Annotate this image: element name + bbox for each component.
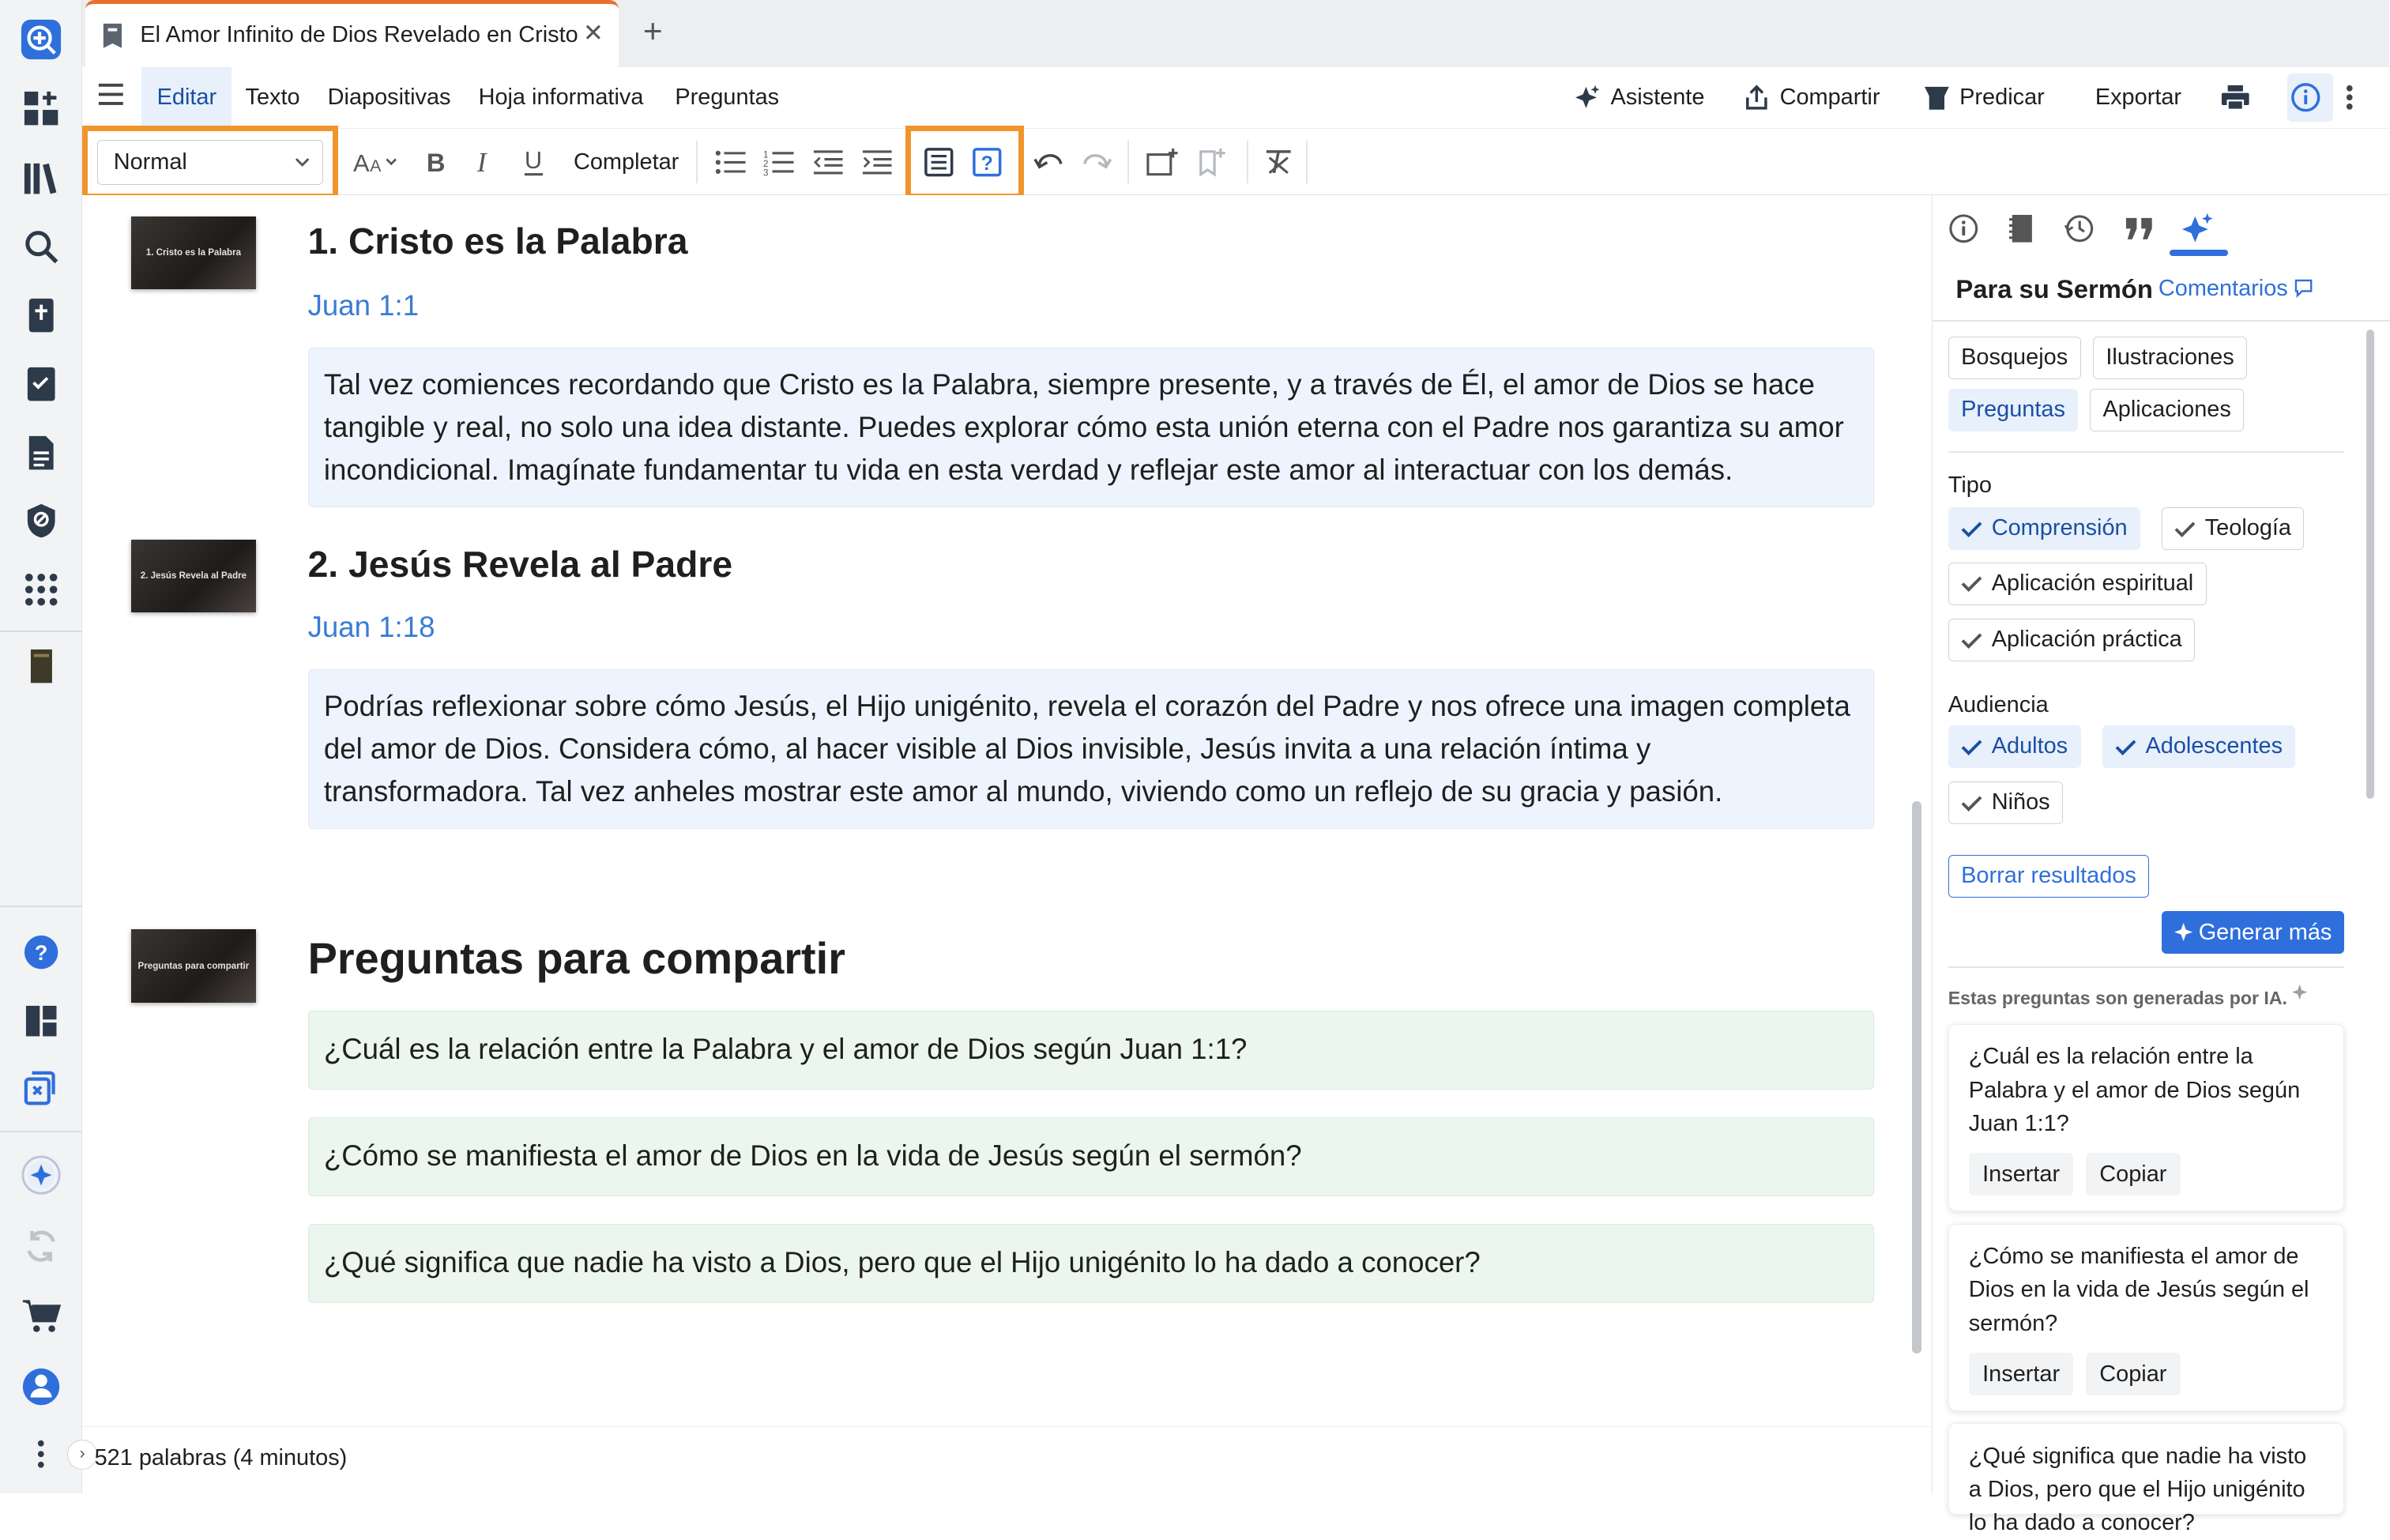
type-comprension[interactable] — [1948, 507, 2140, 550]
slide-thumbnail-label: Preguntas para compartir — [137, 961, 250, 971]
word-count: 521 palabras (4 minutos) — [94, 1445, 348, 1471]
question-block[interactable]: ¿Qué significa que nadie ha visto a Dios, pero que el Hijo unigénito lo ha dado a conocer? — [308, 1224, 1875, 1303]
toolbar-divider — [696, 141, 698, 183]
type-label-teologia: Teología — [2204, 515, 2292, 541]
sparkle-icon — [2174, 923, 2192, 941]
questions-heading[interactable]: Preguntas para compartir — [307, 933, 845, 984]
close-tab-icon[interactable]: ✕ — [582, 19, 604, 47]
question-card — [1948, 1224, 2344, 1411]
indent-icon[interactable] — [856, 129, 896, 196]
tab-title: El Amor Infinito de Dios Revelado en Cristo — [140, 22, 578, 48]
reading-plan-icon[interactable] — [20, 363, 62, 405]
toolbar-divider — [1306, 141, 1308, 183]
audience-label: Audiencia — [1948, 691, 2049, 717]
slide-thumbnail[interactable] — [131, 217, 256, 290]
question-card — [1948, 1024, 2344, 1211]
document-icon[interactable] — [20, 431, 62, 474]
type-aplicacion-espiritual[interactable] — [1948, 563, 2207, 605]
highlight-box-style — [82, 126, 338, 199]
sync-icon[interactable] — [20, 1226, 62, 1268]
sermon-assistant-panel — [1932, 195, 2389, 1536]
rail-divider — [0, 631, 82, 632]
panel-divider — [1933, 320, 2390, 322]
svg-text:A: A — [353, 149, 370, 177]
menu-texto[interactable]: Texto — [245, 84, 300, 110]
more-vertical-icon[interactable] — [20, 1433, 62, 1475]
style-select-value: Normal — [113, 149, 187, 175]
clear-formatting-icon[interactable] — [1255, 129, 1301, 196]
check-icon — [1961, 631, 1982, 650]
type-label-comprension: Comprensión — [1991, 515, 2128, 541]
add-bookmark-icon[interactable] — [1188, 129, 1234, 196]
question-card-text: ¿Qué significa que nadie ha visto a Dios, pero que el Hijo unigénito lo ha dado a conocer? — [1968, 1443, 2307, 1536]
cart-icon[interactable] — [20, 1295, 62, 1338]
generate-more-button[interactable] — [2162, 911, 2344, 954]
underline-icon[interactable] — [515, 129, 551, 196]
comments-link-label: Comentarios — [2158, 276, 2288, 302]
panel-divider — [1948, 451, 2344, 453]
export-label: Exportar — [2095, 84, 2182, 110]
svg-text:I: I — [476, 146, 487, 178]
redo-icon[interactable] — [1076, 129, 1119, 196]
svg-text:A: A — [370, 156, 382, 175]
expand-chevron-icon[interactable]: › — [67, 1440, 98, 1470]
insert-button[interactable]: Insertar — [1969, 1153, 2074, 1195]
section-heading[interactable]: 1. Cristo es la Palabra — [307, 220, 688, 262]
document-tab[interactable] — [85, 0, 619, 67]
menu-diapositivas[interactable]: Diapositivas — [327, 84, 451, 110]
toolbar-divider — [1247, 141, 1248, 183]
more-options-icon[interactable] — [2345, 67, 2363, 128]
scripture-reference-link[interactable]: Juan 1:1 — [307, 289, 420, 322]
add-slide-icon[interactable] — [1140, 129, 1186, 196]
category-bosquejos[interactable]: Bosquejos — [1948, 337, 2081, 379]
section-heading[interactable]: 2. Jesús Revela al Padre — [307, 543, 733, 585]
category-preguntas[interactable]: Preguntas — [1948, 389, 2079, 431]
formatting-toolbar — [82, 128, 2389, 195]
quote-tab-icon[interactable] — [2119, 207, 2162, 250]
question-block[interactable]: ¿Cómo se manifiesta el amor de Dios en la vida de Jesús según el sermón? — [308, 1117, 1875, 1196]
panel-scrollbar[interactable] — [2366, 329, 2374, 799]
share-label: Compartir — [1779, 84, 1880, 110]
type-teologia[interactable] — [2162, 507, 2305, 550]
check-icon — [1961, 574, 1982, 593]
podium-icon — [1923, 84, 1951, 111]
bold-icon[interactable] — [417, 129, 454, 196]
status-bar — [79, 1426, 1932, 1493]
svg-text:?: ? — [981, 152, 994, 175]
bulleted-list-icon[interactable] — [710, 129, 750, 196]
svg-text:3: 3 — [763, 168, 769, 179]
menu-editar[interactable]: Editar — [141, 67, 231, 128]
layout-icon[interactable] — [20, 1000, 62, 1042]
sermon-document-icon — [100, 22, 125, 50]
complete-button[interactable]: Completar — [573, 149, 679, 175]
generate-more-label: Generar más — [2198, 920, 2332, 946]
font-size-icon[interactable] — [351, 129, 405, 196]
history-tab-icon[interactable] — [2058, 207, 2101, 250]
numbered-list-icon[interactable] — [758, 129, 798, 196]
info-tab-icon[interactable] — [1942, 207, 1985, 250]
shield-icon[interactable] — [20, 500, 62, 543]
section-paragraph[interactable]: Tal vez comiences recordando que Cristo es la Palabra, siempre presente, y a través de Él, el amor de Dios se hace tangible y real, no solo una idea distante. Puedes explorar cómo esta unión eterna con el Padre nos garantiza su amor incondicional. Imagínate fundamentar tu vida en esta verdad y reflejar este amor al interactuar con los demás. — [308, 348, 1875, 508]
left-rail — [0, 0, 82, 1493]
svg-text:B: B — [426, 147, 446, 177]
editor-scrollbar[interactable] — [1912, 801, 1921, 1353]
type-label-aplicacion-practica: Aplicación práctica — [1991, 627, 2182, 652]
panel-divider — [1948, 966, 2344, 968]
svg-text:1: 1 — [763, 150, 769, 160]
help-icon[interactable] — [20, 931, 62, 973]
notebook-tab-icon[interactable] — [2000, 207, 2042, 250]
slide-thumbnail-label: 2. Jesús Revela al Padre — [140, 571, 247, 581]
audience-label-adolescentes: Adolescentes — [2145, 733, 2283, 759]
category-ilustraciones[interactable]: Ilustraciones — [2093, 337, 2247, 379]
insert-button[interactable]: Insertar — [1969, 1353, 2074, 1395]
audience-label-ninos: Niños — [1991, 789, 2050, 815]
assistant-button[interactable] — [1574, 67, 1704, 128]
audience-ninos[interactable] — [1948, 781, 2063, 824]
comment-icon — [2294, 279, 2313, 297]
comments-link[interactable] — [2159, 276, 2313, 302]
info-icon[interactable] — [2287, 73, 2333, 122]
close-panels-icon[interactable] — [20, 1067, 62, 1109]
panel-title: Para su Sermón — [1955, 274, 2153, 304]
type-aplicacion-practica[interactable] — [1948, 619, 2195, 661]
copy-button[interactable]: Copiar — [2086, 1353, 2181, 1395]
svg-text:U: U — [524, 146, 542, 175]
question-card-text: ¿Cómo se manifiesta el amor de Dios en la vida de Jesús según el sermón? — [1968, 1243, 2309, 1336]
assistant-label: Asistente — [1610, 84, 1705, 110]
clear-results-button[interactable]: Borrar resultados — [1948, 855, 2150, 898]
check-icon — [1961, 794, 1982, 812]
book-cover-icon[interactable] — [20, 645, 62, 687]
account-icon[interactable] — [20, 1365, 62, 1408]
search-icon[interactable] — [20, 225, 62, 268]
outdent-icon[interactable] — [807, 129, 847, 196]
italic-icon[interactable] — [466, 129, 502, 196]
preach-label: Predicar — [1959, 84, 2045, 110]
audience-label-adultos: Adultos — [1991, 733, 2068, 759]
export-button[interactable] — [2095, 67, 2181, 128]
question-block[interactable]: ¿Cuál es la relación entre la Palabra y el amor de Dios según Juan 1:1? — [308, 1011, 1875, 1090]
check-icon — [2174, 520, 2196, 538]
type-label: Tipo — [1948, 472, 1992, 498]
highlight-box-insert — [905, 126, 1024, 199]
svg-text:2: 2 — [763, 160, 769, 170]
slide-thumbnail-label: 1. Cristo es la Palabra — [145, 248, 241, 258]
svg-text:?: ? — [34, 941, 48, 966]
menu-hoja-informativa[interactable]: Hoja informativa — [478, 84, 644, 110]
category-aplicaciones[interactable]: Aplicaciones — [2090, 389, 2244, 431]
tab-bar — [82, 0, 2389, 67]
ai-sparkle-icon[interactable] — [20, 1154, 62, 1196]
undo-icon[interactable] — [1027, 129, 1070, 196]
check-icon — [2115, 738, 2136, 756]
ai-generated-note — [1948, 983, 2311, 1009]
share-button[interactable] — [1743, 67, 1880, 128]
question-card-text: ¿Cuál es la relación entre la Palabra y el amor de Dios según Juan 1:1? — [1968, 1044, 2301, 1137]
check-icon — [1961, 520, 1982, 538]
menu-preguntas[interactable]: Preguntas — [675, 84, 780, 110]
share-icon — [1743, 84, 1771, 111]
check-icon — [1961, 738, 1982, 756]
print-icon[interactable] — [2220, 67, 2260, 128]
bible-icon[interactable] — [20, 294, 62, 337]
ai-sermon-tab-icon[interactable] — [2177, 207, 2219, 250]
toolbar-divider — [1127, 141, 1129, 183]
library-icon[interactable] — [20, 157, 62, 200]
audience-adolescentes[interactable] — [2102, 725, 2296, 768]
logos-home-icon[interactable] — [20, 18, 62, 61]
dashboard-icon[interactable] — [20, 87, 62, 130]
audience-adultos[interactable] — [1948, 725, 2081, 768]
active-tab-indicator — [2170, 250, 2227, 256]
sparkle-icon — [1574, 84, 1601, 111]
slide-thumbnail[interactable] — [131, 540, 256, 613]
copy-button[interactable]: Copiar — [2086, 1153, 2181, 1195]
scripture-reference-link[interactable]: Juan 1:18 — [307, 611, 435, 644]
preach-button[interactable] — [1923, 67, 2045, 128]
type-label-aplicacion-espiritual: Aplicación espiritual — [1991, 570, 2194, 596]
sparkle-icon — [2292, 983, 2310, 1001]
rail-divider-2 — [0, 906, 82, 907]
slide-thumbnail[interactable] — [131, 929, 256, 1003]
ai-note-text: Estas preguntas son generadas por IA. — [1948, 987, 2287, 1008]
menu-bar — [82, 67, 2389, 128]
rail-divider-3 — [0, 1131, 82, 1132]
section-paragraph[interactable]: Podrías reflexionar sobre cómo Jesús, el Hijo unigénito, revela el corazón del Padre y nos ofrece una imagen completa del amor de Dios. Considera cómo, al hacer visible al Dios invisible, Jesús invita a una relación íntima y transformadora. Tal vez anheles mostrar este amor al mundo, viviendo como un reflejo de su gracia y pasión. — [308, 669, 1875, 830]
sermon-editor[interactable] — [82, 195, 1932, 1426]
new-tab-icon[interactable]: + — [642, 13, 663, 51]
question-card — [1948, 1423, 2344, 1536]
apps-grid-icon[interactable] — [20, 568, 62, 611]
